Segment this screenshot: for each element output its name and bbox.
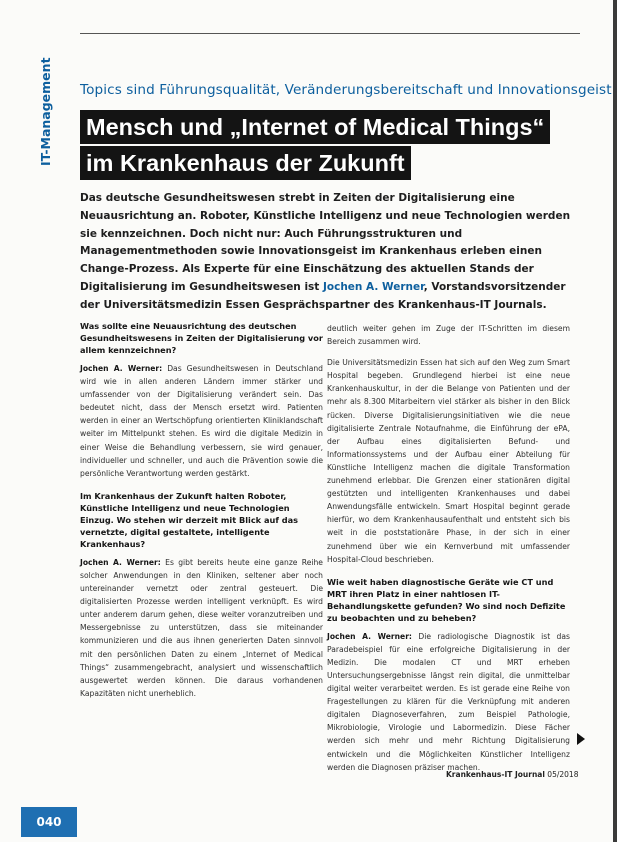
left-column — [80, 320, 323, 708]
question-2: Im Krankenhaus der Zukunft halten Roboter, Künstliche Intelligenz und neue Technologien Einzug. Wo stehen wir derzeit mit Blick auf das vernetzte, digital gestaltete, intelligente Krankenhaus? — [80, 490, 298, 549]
answer-3-text: Die radiologische Diagnostik ist das Paradebeispiel für eine erfolgreiche Digitalisierung in der Medizin. Die modalen CT und MRT erheben Untersuchungsergebnisse längst rein digital, die unmittelbar digital weiter verarbeitet werden. Es ist gerade eine Reihe von Fragestellungen zu klären für die Verknüpfung mit anderen digitalen Diagnoseverfahren, zum Beispiel Pathologie, Mikrobiologie, Virologie und Labormedizin. Diese Fächer werden sich mehr und mehr Richtung Digitalisierung entwickeln und die Möglichkeiten Künstlicher Intelligenz werden die Diagnosen präziser machen. — [327, 631, 570, 772]
article-title-line-1: Mensch und „Internet of Medical Things“ — [80, 110, 550, 144]
paragraph-1: deutlich weiter gehen im Zuge der IT-Schritten im diesem Bereich zusammen wird. — [327, 324, 570, 347]
answer-2-text: Es gibt bereits heute eine ganze Reihe solcher Anwendungen in den Kliniken, seltener aber noch untereinander vernetzt oder zentral gesteuert. Die digitalisierten Prozesse werden intelligent verknüpft. Es wird unter anderem darum gehen, diese weiter voranzutreiben und Messergebnisse zu unterstützen, dass sie miteinander kommunizieren und die aus ihnen generierten Daten sinnvoll mit den persönlichen Daten zu einem „Internet of Medical Things“ zusammengebracht, analysiert und wissenschaftlich ausgewertet werden können. Die daraus vorhandenen Kapazitäten nicht unerheblich. — [80, 557, 323, 698]
scan-edge — [613, 0, 617, 842]
answer-1 — [80, 362, 323, 480]
question-1: Was sollte eine Neuausrichtung des deutschen Gesundheitswesens in Zeiten der Digitalisierung vor allem kennzeichnen? — [80, 321, 323, 355]
answer-3 — [327, 630, 570, 774]
intro-text: Das deutsche Gesundheitswesen strebt in Zeiten der Digitalisierung eine Neuausrichtung an. Roboter, Künstliche Intelligenz und neue Technologien werden sie kennzeichnen. Doch nicht nur: Auch Führungsstrukturen und Managementmethoden sowie Innovationsgeist im Krankenhaus erleben einen Change-Prozess. Als Experte für eine Einschätzung des aktuellen Stands der Digitalisierung im Gesundheitswesen ist — [80, 192, 571, 293]
interviewee-role: , Vorstandsvorsitzender der Universitätsmedizin Essen Gesprächspartner des Krankenhaus-IT Journals. — [80, 280, 566, 311]
answer-1-text: Das Gesundheitswesen in Deutschland wird wie in allen anderen Ländern immer stärker und umfassender von der Digitalisierung verändert sein. Das bedeutet nicht, dass der Mensch ersetzt wird. Patienten werden in einer an Wertschöpfung orientierten Kliniklandschaft weiter im Mittelpunkt stehen. Es wird die digitale Medizin in einer Weise die Behandlung verbessern, sie wird genauer, individueller und schneller, und auch die Prävention sowie die persönliche Verantwortung werden gestärkt. — [80, 364, 323, 478]
answer-3-speaker: Jochen A. Werner: — [327, 631, 412, 641]
question-3: Wie weit haben diagnostische Geräte wie CT und MRT ihren Platz in einer nahtlosen IT-Behandlungskette gefunden? Wo sind noch Defizite zu beobachten und zu beheben? — [327, 576, 566, 623]
right-column — [327, 322, 570, 782]
footer — [446, 770, 578, 779]
answer-2-speaker: Jochen A. Werner: — [80, 557, 161, 567]
journal-name: Krankenhaus-IT Journal — [446, 770, 545, 779]
page-number: 040 — [21, 807, 77, 837]
answer-2 — [80, 556, 323, 700]
interviewee-name: Jochen A. Werner — [322, 280, 424, 293]
kicker: Topics sind Führungsqualität, Veränderungsbereitschaft und Innovationsgeist — [80, 82, 612, 98]
article-title-line-2: im Krankenhaus der Zukunft — [80, 146, 411, 180]
answer-1-speaker: Jochen A. Werner: — [80, 364, 163, 373]
section-tag — [36, 46, 56, 166]
top-rule — [80, 33, 580, 34]
article-intro — [80, 190, 580, 315]
continue-arrow-icon — [577, 733, 585, 745]
section-tag-label: IT-Management — [38, 57, 53, 166]
journal-issue: 05/2018 — [544, 770, 579, 779]
paragraph-2: Die Universitätsmedizin Essen hat sich auf den Weg zum Smart Hospital begeben. Grundlegend hierbei ist eine neue Krankenhauskultur, in der die Belange von Patienten und der mehr als 8.300 Mitarbeitern viel stärker als bisher in den Blick rücken. Diverse Digitalisierungsinitiativen wie die neue digitalisierte Zentrale Notaufnahme, die Einführung der ePA, der Aufbau eines digitalisierten Befund- und Informationssystems und der Aufbau einer Abteilung für Künstliche Intelligenz machen die digitale Transformation zunehmend erlebbar. Die Grenzen einer stationären digital gestützten und intelligenten Krankenhauses und dabei Anwendungsfälle entwickeln. Smart Hospital beginnt gerade hierfür, wo dem Krankenhausaufenthalt und entsteht sich bis weit in die poststationäre Phase, in der sich in einer zunehmend über wie ein Kernverbund mit umfassender Hospital-Cloud beschrieben. — [327, 358, 570, 564]
